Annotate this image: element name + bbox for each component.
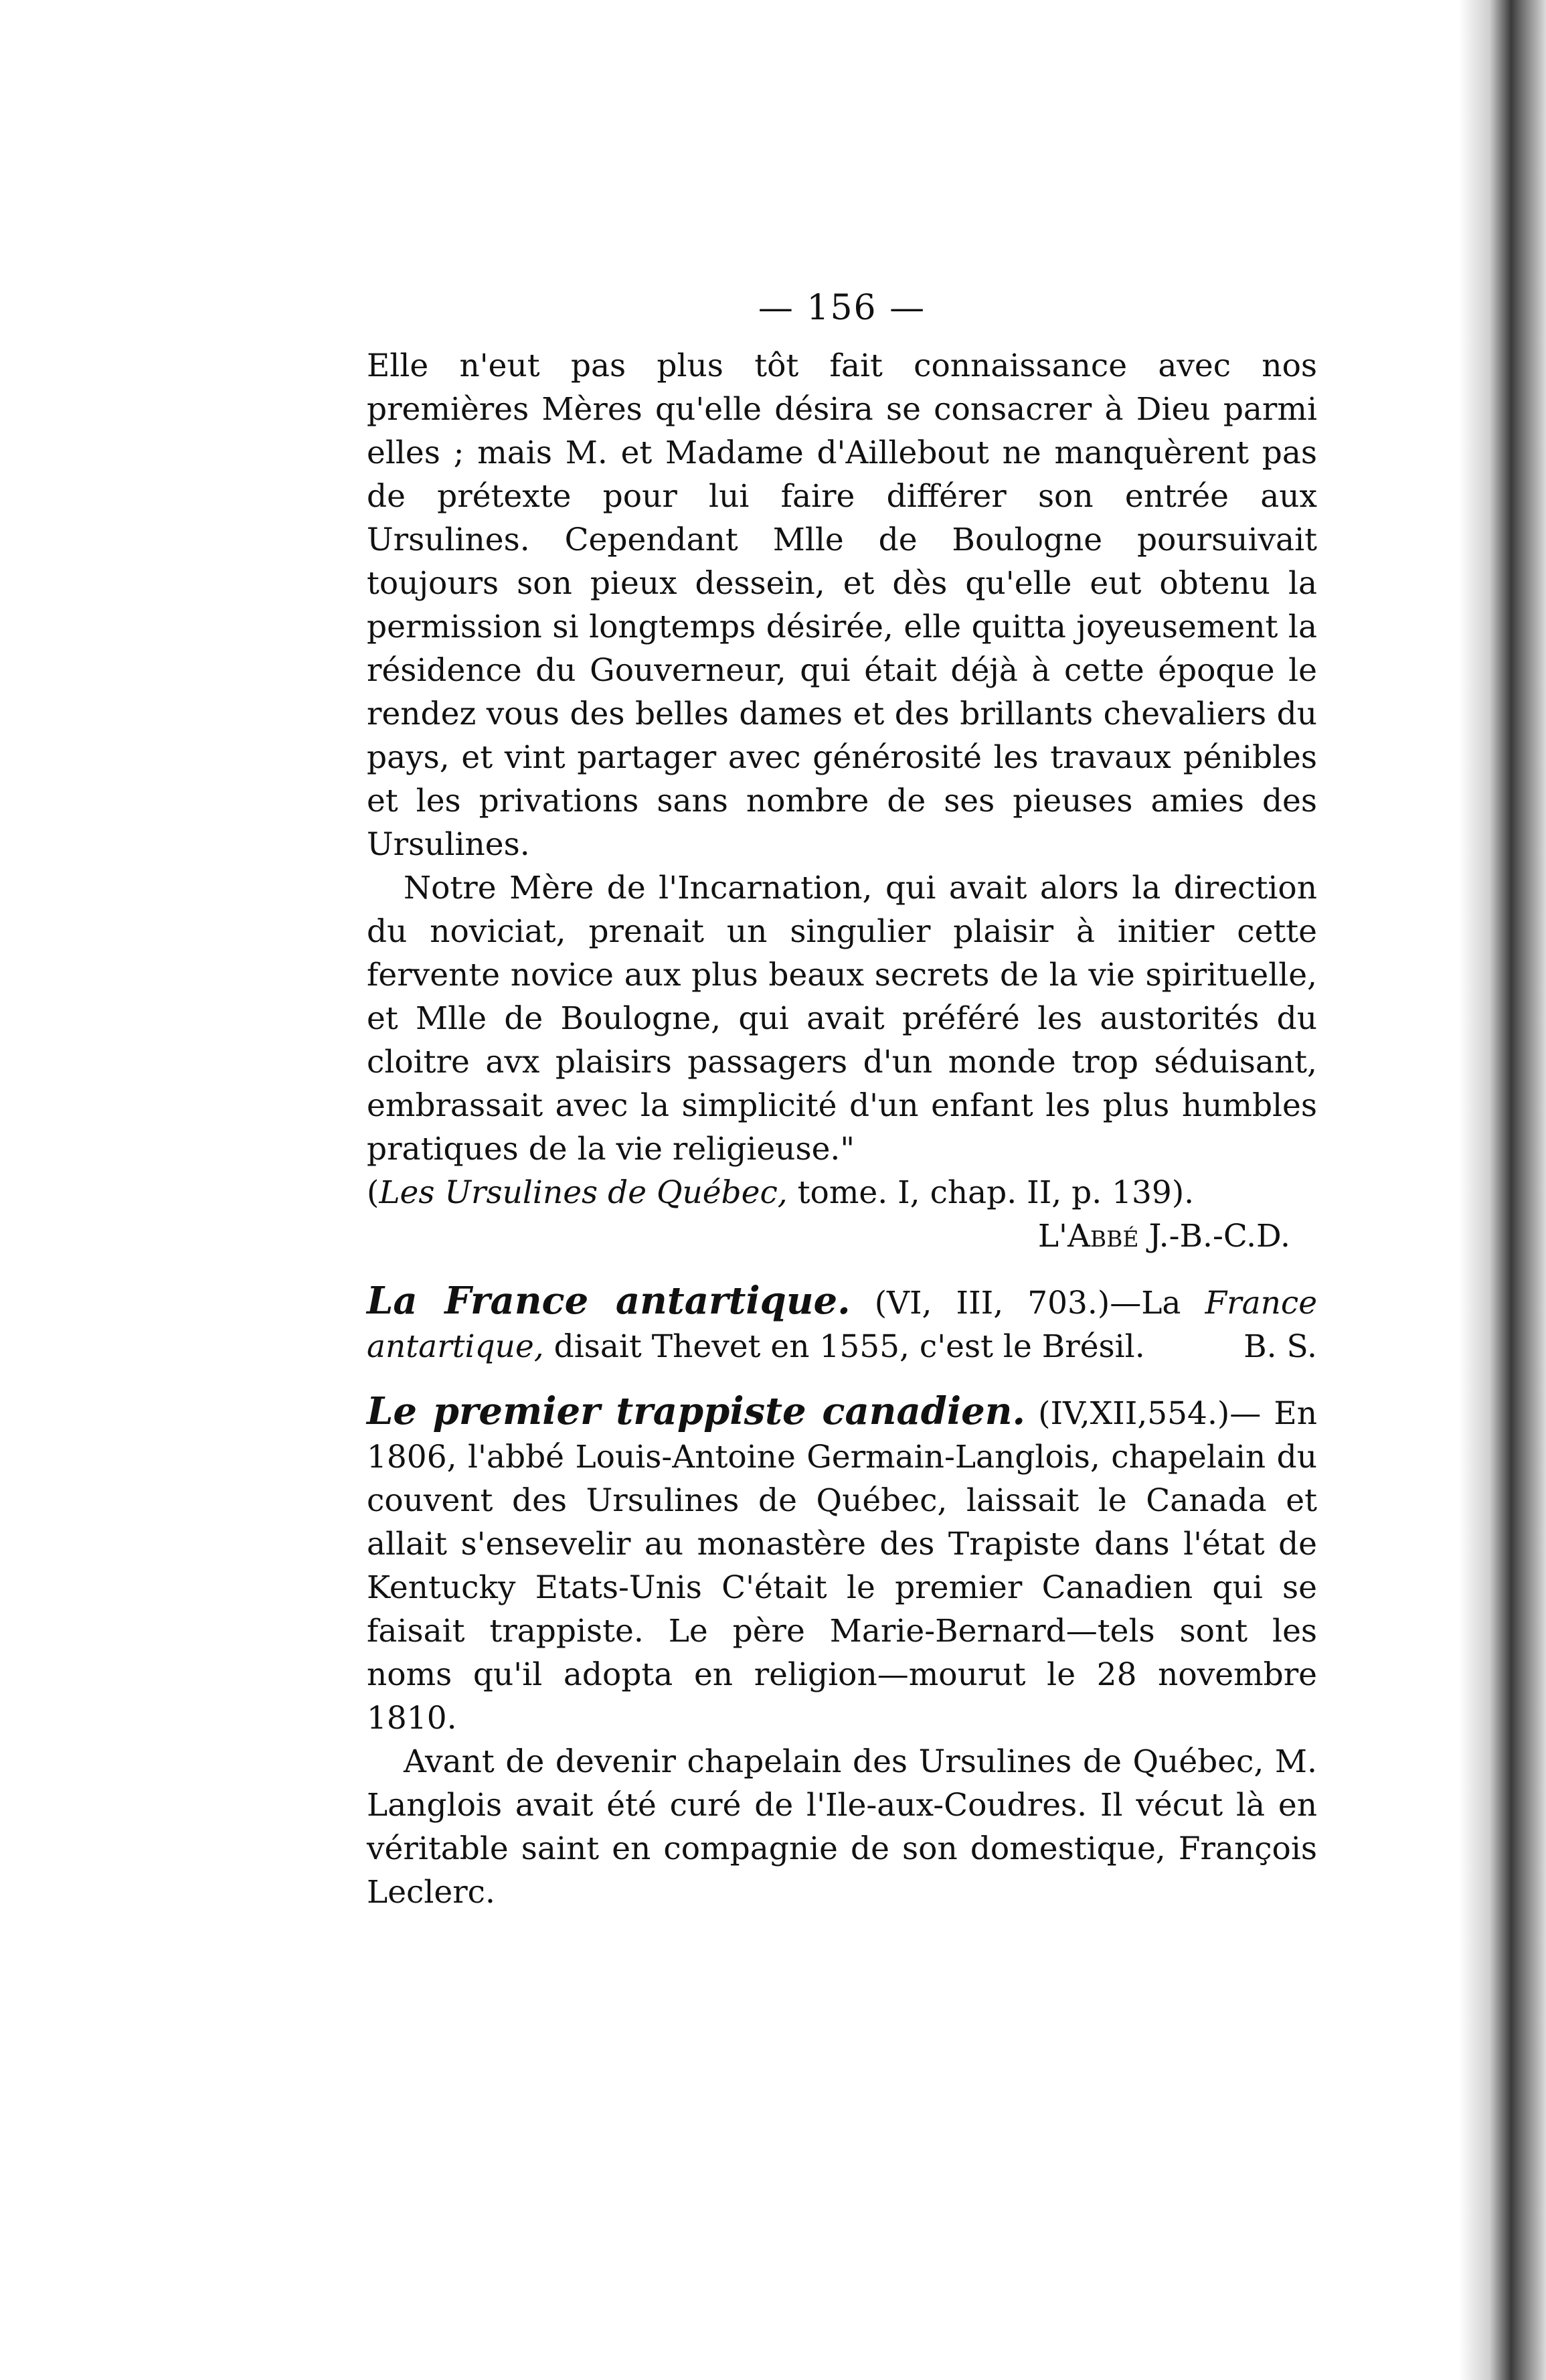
document-page [367,288,1317,1914]
entry-title: Le premier trappiste canadien. [367,1389,1025,1433]
entry-signature: B. S. [1243,1328,1317,1365]
entry-title: La France antartique. [367,1279,851,1323]
entry-body: En 1806, l'abbé Louis-Antoine Germain-Langlois, chapelain du couvent des Ursulines de Québec, laissait le Canada et allait s'ensevelir au monastère des Trapiste dans l'état de Kentucky Etats-Unis C'était le premier Canadien qui se faisait trappiste. Le père Marie-Bernard—tels sont les noms qu'il adopta en religion—mourut le 28 novembre 1810. [367,1395,1317,1737]
entry-france-antartique [367,1279,1317,1368]
citation-title: Les Ursulines de Québec, [379,1174,788,1211]
citation-open: ( [367,1174,379,1211]
entry-ref-italic: France antartique, [367,1285,1318,1365]
entry-body: disait Thevet en 1555, c'est le Brésil. [543,1328,1145,1365]
paragraph-2: Notre Mère de l'Incarnation, qui avait alors la direction du noviciat, prenait un singulier plaisir à initier cette fervente novice aux plus beaux secrets de la vie spirituelle, et Mlle de Boulogne, qui avait préféré les austorités du cloitre avx plaisirs passagers d'un monde trop séduisant, embrassait avec la simplicité d'un enfant les plus humbles pratiques de la vie religieuse." [367,870,1317,1168]
entry-ref: (VI, III, 703.)—La [850,1285,1205,1322]
closing-paragraph: Avant de devenir chapelain des Ursulines de Québec, M. Langlois avait été curé de l'Ile-aux-Coudres. Il vécut là en véritable saint en compagnie de son domestique, François Leclerc. [367,1743,1317,1911]
signature: L'Abbé J.-B.-C.D. [1037,1218,1290,1255]
scan-edge [1459,0,1546,2380]
citation-rest: tome. I, chap. II, p. 139). [787,1174,1195,1211]
entry-ref: (IV,XII,554.)— [1025,1395,1262,1432]
page-number: — 156 — [758,288,926,328]
entry-premier-trappiste [367,1390,1317,1740]
paragraph-1: Elle n'eut pas plus tôt fait connaissance avec nos premières Mères qu'elle désira se consacrer à Dieu parmi elles ; mais M. et Madame d'Aillebout ne manquèrent pas de prétexte pour lui faire différer son entrée aux Ursulines. Cependant Mlle de Boulogne poursuivait toujours son pieux dessein, et dès qu'elle eut obtenu la permission si longtemps désirée, elle quitta joyeusement la résidence du Gouverneur, qui était déjà à cette époque le rendez vous des belles dames et des brillants chevaliers du pays, et vint partager avec générosité les travaux pénibles et les privations sans nombre de ses pieuses amies des Ursulines. [367,347,1317,863]
citation [367,1171,1317,1214]
